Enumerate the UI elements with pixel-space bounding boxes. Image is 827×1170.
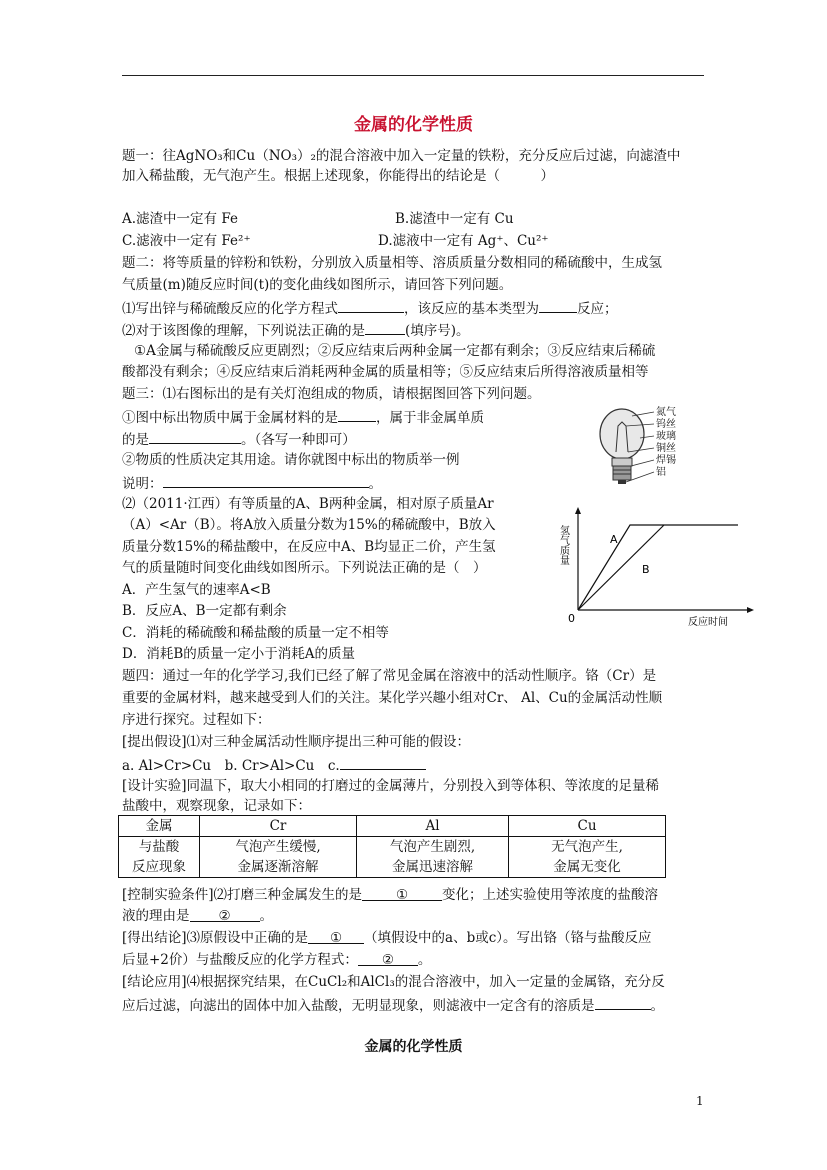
table-header: 金属 (119, 816, 200, 837)
q3-line5-text: 说明： (122, 476, 163, 492)
q4-reason-end: 。 (259, 908, 273, 924)
table-cell: 气泡产生缓慢, (200, 837, 357, 858)
q2-statements-2: 酸都没有剩余；④反应结束后消耗两种金属的质量相等；⑤反应结束后所得溶液质量相等 (122, 364, 649, 380)
label-glass: 玻璃 (656, 431, 676, 442)
q3-line2-text: ①图中标出物质中属于金属材料的是 (122, 410, 338, 426)
q4-equation-text: 后显+2价）与盐酸反应的化学方程式： (122, 952, 358, 968)
label-nitrogen: 氮气 (656, 407, 676, 418)
q2-blank-equation[interactable] (338, 297, 404, 313)
page-number: 1 (696, 1094, 704, 1108)
label-aluminum: 铝 (656, 467, 666, 478)
q4-blank-solute[interactable] (595, 994, 651, 1010)
q4-hypothesis: [提出假设]⑴对三种金属活动性顺序提出三种可能的假设： (122, 734, 471, 750)
x-arrow (747, 607, 754, 613)
q2-part2 (122, 319, 470, 341)
table-header: Cr (200, 816, 357, 837)
q3-line2-text2: ，属于非金属单质 (376, 410, 484, 426)
q3-blank-nonmetal[interactable] (149, 428, 241, 444)
label-b: B (642, 563, 650, 576)
q3-blank-metal[interactable] (338, 406, 376, 422)
footer-title: 金属的化学性质 (364, 1039, 463, 1055)
curve-a (578, 525, 738, 610)
bulb-glass (600, 409, 644, 459)
q3-option-a: A．产生氢气的速率A<B (122, 582, 271, 598)
q4-reason-text: 液的理由是 (122, 908, 190, 924)
q1-option-b: B.滤渣中一定有 Cu (395, 211, 514, 227)
q4-design-2: 盐酸中，观察现象，记录如下： (122, 798, 311, 814)
table-cell: 金属迅速溶解 (357, 857, 509, 878)
hydrogen-graph (558, 505, 758, 630)
q3-line3-text2: 。（各写一种即可） (241, 432, 356, 448)
q4-hypotheses-text: a. Al>Cr>Cu b. Cr>Al>Cu c. (122, 758, 340, 774)
q2-line2: 气质量(m)随反应时间(t)的变化曲线如图所示，请回答下列问题。 (122, 277, 513, 293)
table-cell: 反应现象 (119, 857, 200, 878)
y-arrow (575, 507, 581, 514)
q3-line5 (122, 472, 382, 494)
q3-blank-explain[interactable] (163, 472, 369, 488)
q4-reason (122, 906, 273, 926)
table-cell: 金属逐渐溶解 (200, 857, 357, 878)
q2-part1-text2: ，该反应的基本类型为 (404, 301, 539, 317)
bulb-base (613, 466, 631, 480)
q4-application-2 (122, 994, 664, 1016)
q2-part2-text: ⑵对于该图像的理解，下列说法正确的是 (122, 323, 365, 339)
light-bulb-figure (592, 404, 702, 494)
q4-blank-conclusion-1[interactable]: ① (308, 928, 364, 944)
q2-part1-text: ⑴写出锌与稀硫酸反应的化学方程式 (122, 301, 338, 317)
header-rule (122, 75, 704, 76)
origin-label: 0 (568, 612, 575, 625)
q4-control-text2: 变化；上述实验使用等浓度的盐酸溶 (442, 887, 659, 903)
q1-line2: 加入稀盐酸，无气泡产生。根据上述现象，你能得出的结论是（ ） (122, 168, 554, 184)
q4-conclusion (122, 928, 652, 948)
q4-conclusion-text: [得出结论]⑶原假设中正确的是 (122, 930, 309, 946)
q3-p2-line1: ⑵（2011·江西）有等质量的A、B两种金属，相对原子质量Ar (122, 496, 494, 512)
q3-p2-line3: 质量分数15%的稀盐酸中，在反应中A、B均显正二价，产生氢 (122, 539, 496, 555)
q2-part1-text3: 反应； (577, 301, 618, 317)
table-header: Al (357, 816, 509, 837)
q3-line3-text: 的是 (122, 432, 149, 448)
q1-option-a: A.滤渣中一定有 Fe (122, 211, 238, 227)
q2-statements-1: ①A金属与稀硫酸反应更剧烈；②反应结束后两种金属一定都有剩余；③反应结束后稀硫 (134, 343, 656, 359)
q4-equation-end: 。 (417, 952, 432, 968)
q4-blank-c[interactable] (340, 754, 426, 770)
q4-line2: 重要的金属材料，越来越受到人们的关注。某化学兴趣小组对Cr、 Al、Cu的金属活动性顺 (122, 690, 663, 706)
q3-line1: 题三：⑴右图标出的是有关灯泡组成的物质，请根据图回答下列问题。 (122, 386, 541, 402)
table-cell: 无气泡产生, (509, 837, 666, 858)
q4-blank-control-1[interactable]: ① (362, 885, 442, 901)
q4-line1: 题四：通过一年的化学学习,我们已经了解了常见金属在溶液中的活动性顺序。铬（Cr）是 (122, 668, 657, 684)
q3-line5-text2: 。 (368, 476, 382, 492)
q1-option-d: D.滤液中一定有 Ag⁺、Cu²⁺ (378, 233, 549, 249)
q2-part1 (122, 297, 618, 319)
table-cell: 与盐酸 (119, 837, 200, 858)
q4-application-1: [结论应用]⑷根据探究结果，在CuCl₂和AlCl₃的混合溶液中，加入一定量的金属铬，充分反 (122, 974, 665, 990)
table-header-row (119, 816, 666, 837)
q4-control (122, 885, 658, 905)
q4-blank-control-2[interactable]: ② (190, 906, 260, 922)
q3-line2 (122, 406, 484, 428)
label-a: A (610, 533, 618, 546)
q4-control-text: [控制实验条件]⑵打磨三种金属发生的是 (122, 887, 363, 903)
q3-line3 (122, 428, 356, 450)
experiment-table (118, 815, 666, 878)
bulb-tip (618, 480, 626, 484)
x-axis-label: 反应时间 (688, 617, 728, 628)
label-tungsten: 钨丝 (656, 419, 676, 430)
table-cell: 金属无变化 (509, 857, 666, 878)
q4-application-text: 应后过滤，向滤出的固体中加入盐酸，无明显现象，则滤液中一定含有的溶质是 (122, 998, 595, 1014)
bulb-neck (612, 458, 632, 466)
q2-blank-answer[interactable] (365, 319, 405, 335)
q2-blank-type[interactable] (539, 297, 577, 313)
curve-b (578, 525, 664, 610)
label-copper-wire: 铜丝 (656, 443, 676, 454)
q3-option-d: D．消耗B的质量一定小于消耗A的质量 (122, 646, 355, 662)
q4-hypotheses (122, 754, 426, 776)
q3-p2-line2: （A）<Ar（B）。将A放入质量分数为15%的稀硫酸中，B放入 (122, 517, 496, 533)
y-axis-label: 氢气质量 (558, 525, 569, 565)
page-title: 金属的化学性质 (354, 115, 473, 135)
q4-conclusion-text2: （填假设中的a、b或c）。写出铬（铬与盐酸反应 (364, 930, 652, 946)
q4-line3: 序进行探究。过程如下： (122, 712, 271, 728)
q4-application-end: 。 (650, 998, 664, 1014)
q3-p2-line4: 气的质量随时间变化曲线如图所示。下列说法正确的是（ ） (122, 560, 487, 576)
q3-option-b: B．反应A、B一定都有剩余 (122, 603, 287, 619)
q4-equation (122, 950, 431, 970)
table-row (119, 837, 666, 858)
table-cell: 气泡产生剧烈, (357, 837, 509, 858)
table-row (119, 857, 666, 878)
q1-option-c: C.滤液中一定有 Fe²⁺ (122, 233, 251, 249)
q3-option-c: C．消耗的稀硫酸和稀盐酸的质量一定不相等 (122, 625, 389, 641)
q2-line1: 题二：将等质量的锌粉和铁粉，分别放入质量相等、溶质质量分数相同的稀硫酸中，生成氢 (122, 255, 662, 271)
q2-part2-text2: (填序号)。 (405, 323, 470, 339)
q4-blank-conclusion-2[interactable]: ② (358, 950, 418, 966)
q4-design-1: [设计实验]同温下，取大小相同的打磨过的金属薄片，分别投入到等体积、等浓度的足量稀 (122, 778, 660, 794)
label-solder: 焊锡 (656, 455, 676, 466)
q1-line1: 题一：往AgNO₃和Cu（NO₃）₂的混合溶液中加入一定量的铁粉，充分反应后过滤，向滤渣中 (122, 148, 681, 164)
q3-line4: ②物质的性质决定其用途。请你就图中标出的物质举一例 (122, 452, 460, 468)
table-header: Cu (509, 816, 666, 837)
